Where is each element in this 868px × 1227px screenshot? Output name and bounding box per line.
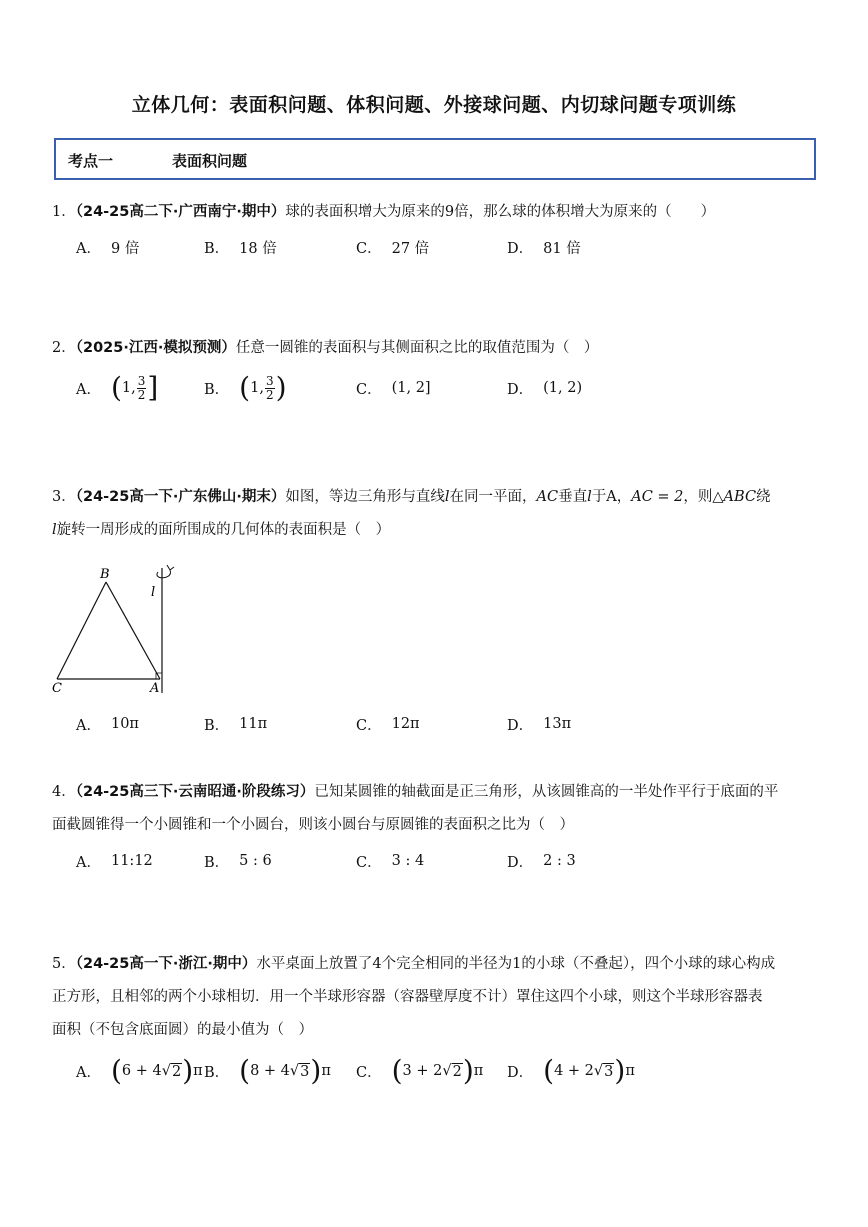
axis-label-l: l [151,585,156,600]
section-name: 表面积问题 [172,152,248,170]
question-4: 4．（24-25高三下·云南昭通·阶段练习）已知某圆锥的轴截面是正三角形，从该圆锥高的一半处作平行于底面的平 面截圆锥得一个小圆锥和一个小圆台，则该小圆台与原圆锥的表面积之比为（ ） [52,784,779,833]
question-4-options [76,843,816,879]
vertex-label-a: A [150,681,160,696]
option-d[interactable]: D． 2 : 3 [507,853,576,871]
option-a[interactable]: A． ( 1, $\frac{3}{2}$ ] [76,371,159,404]
question-5: 5．（24-25高一下·浙江·期中）水平桌面上放置了4个完全相同的半径为1的小球（不叠起），四个小球的球心构成 正方形，且相邻的两个小球相切．用一个半球形容器（容器壁厚度不计）罩住这四个小球，则这个半球形容器表 面积（不包含底面圆）的最小值为（ ） [52,956,776,1038]
question-source: （2025·江西·模拟预测） [75,340,236,356]
option-d[interactable]: D． ( 4 + 2 √ 3 ) π [507,1054,635,1087]
section-header [54,138,816,180]
vertex-label-b: B [100,567,110,582]
triangle-figure [48,560,188,700]
option-d[interactable]: D． 13π [507,716,572,734]
option-d[interactable]: D． (1, 2) [507,380,583,398]
option-c[interactable]: C． (1, 2] [356,380,431,398]
question-source: （24-25高一下·浙江·期中） [75,956,257,972]
question-2-options [76,370,816,406]
option-a[interactable]: A． 9 倍 [76,240,140,257]
page-title: 立体几何：表面积问题、体积问题、外接球问题、内切球问题专项训练 [131,94,737,116]
option-b[interactable]: B． ( 8 + 4 √ 3 ) π [204,1054,331,1087]
question-number: 5． [52,956,76,972]
question-1-options [76,229,816,265]
option-a[interactable]: A． 10π [76,716,139,734]
option-c[interactable]: C． 3 : 4 [356,853,425,871]
option-b[interactable]: B． ( 1, $\frac{3}{2}$ ) [204,371,287,404]
option-c[interactable]: C． 12π [356,716,420,734]
option-d[interactable]: D． 81 倍 [507,240,581,257]
rotation-arrow-icon [157,570,171,578]
fraction: $\frac{3}{2}$ [137,373,146,402]
question-source: （24-25高二下·广西南宁·期中） [75,204,286,220]
segment-cb [57,582,106,679]
question-2 [52,332,822,365]
option-b[interactable]: B． 11π [204,716,268,734]
question-3: 3．（24-25高一下·广东佛山·期末）如图，等边三角形与直线l在同一平面，AC垂直l于A，AC = 2，则△ABC绕 l旋转一周形成的面所围成的几何体的表面积是（ ） [52,489,771,538]
option-a[interactable]: A． ( 6 + 4 √ 2 ) π [76,1054,203,1087]
question-5-options [76,1053,816,1089]
option-b[interactable]: B． 5 : 6 [204,853,272,871]
option-a[interactable]: A． 11:12 [76,853,153,871]
option-b[interactable]: B． 18 倍 [204,240,277,257]
option-c[interactable]: C． ( 3 + 2 √ 2 ) π [356,1054,484,1087]
question-number: 3． [52,489,76,505]
option-c[interactable]: C． 27 倍 [356,240,430,257]
section-label: 考点一 [68,152,114,170]
question-1 [52,196,822,229]
fraction: $\frac{3}{2}$ [265,373,274,402]
question-number: 4． [52,784,76,800]
question-number: 1． [52,204,76,220]
question-number: 2． [52,340,76,356]
question-text: 任意一圆锥的表面积与其侧面积之比的取值范围为（ ） [235,340,599,356]
question-source: （24-25高三下·云南昭通·阶段练习） [75,784,315,800]
question-source: （24-25高一下·广东佛山·期末） [75,489,286,505]
vertex-label-c: C [52,681,62,696]
question-text: 球的表面积增大为原来的9倍，那么球的体积增大为原来的（ ） [285,204,716,220]
question-3-options [76,706,816,742]
